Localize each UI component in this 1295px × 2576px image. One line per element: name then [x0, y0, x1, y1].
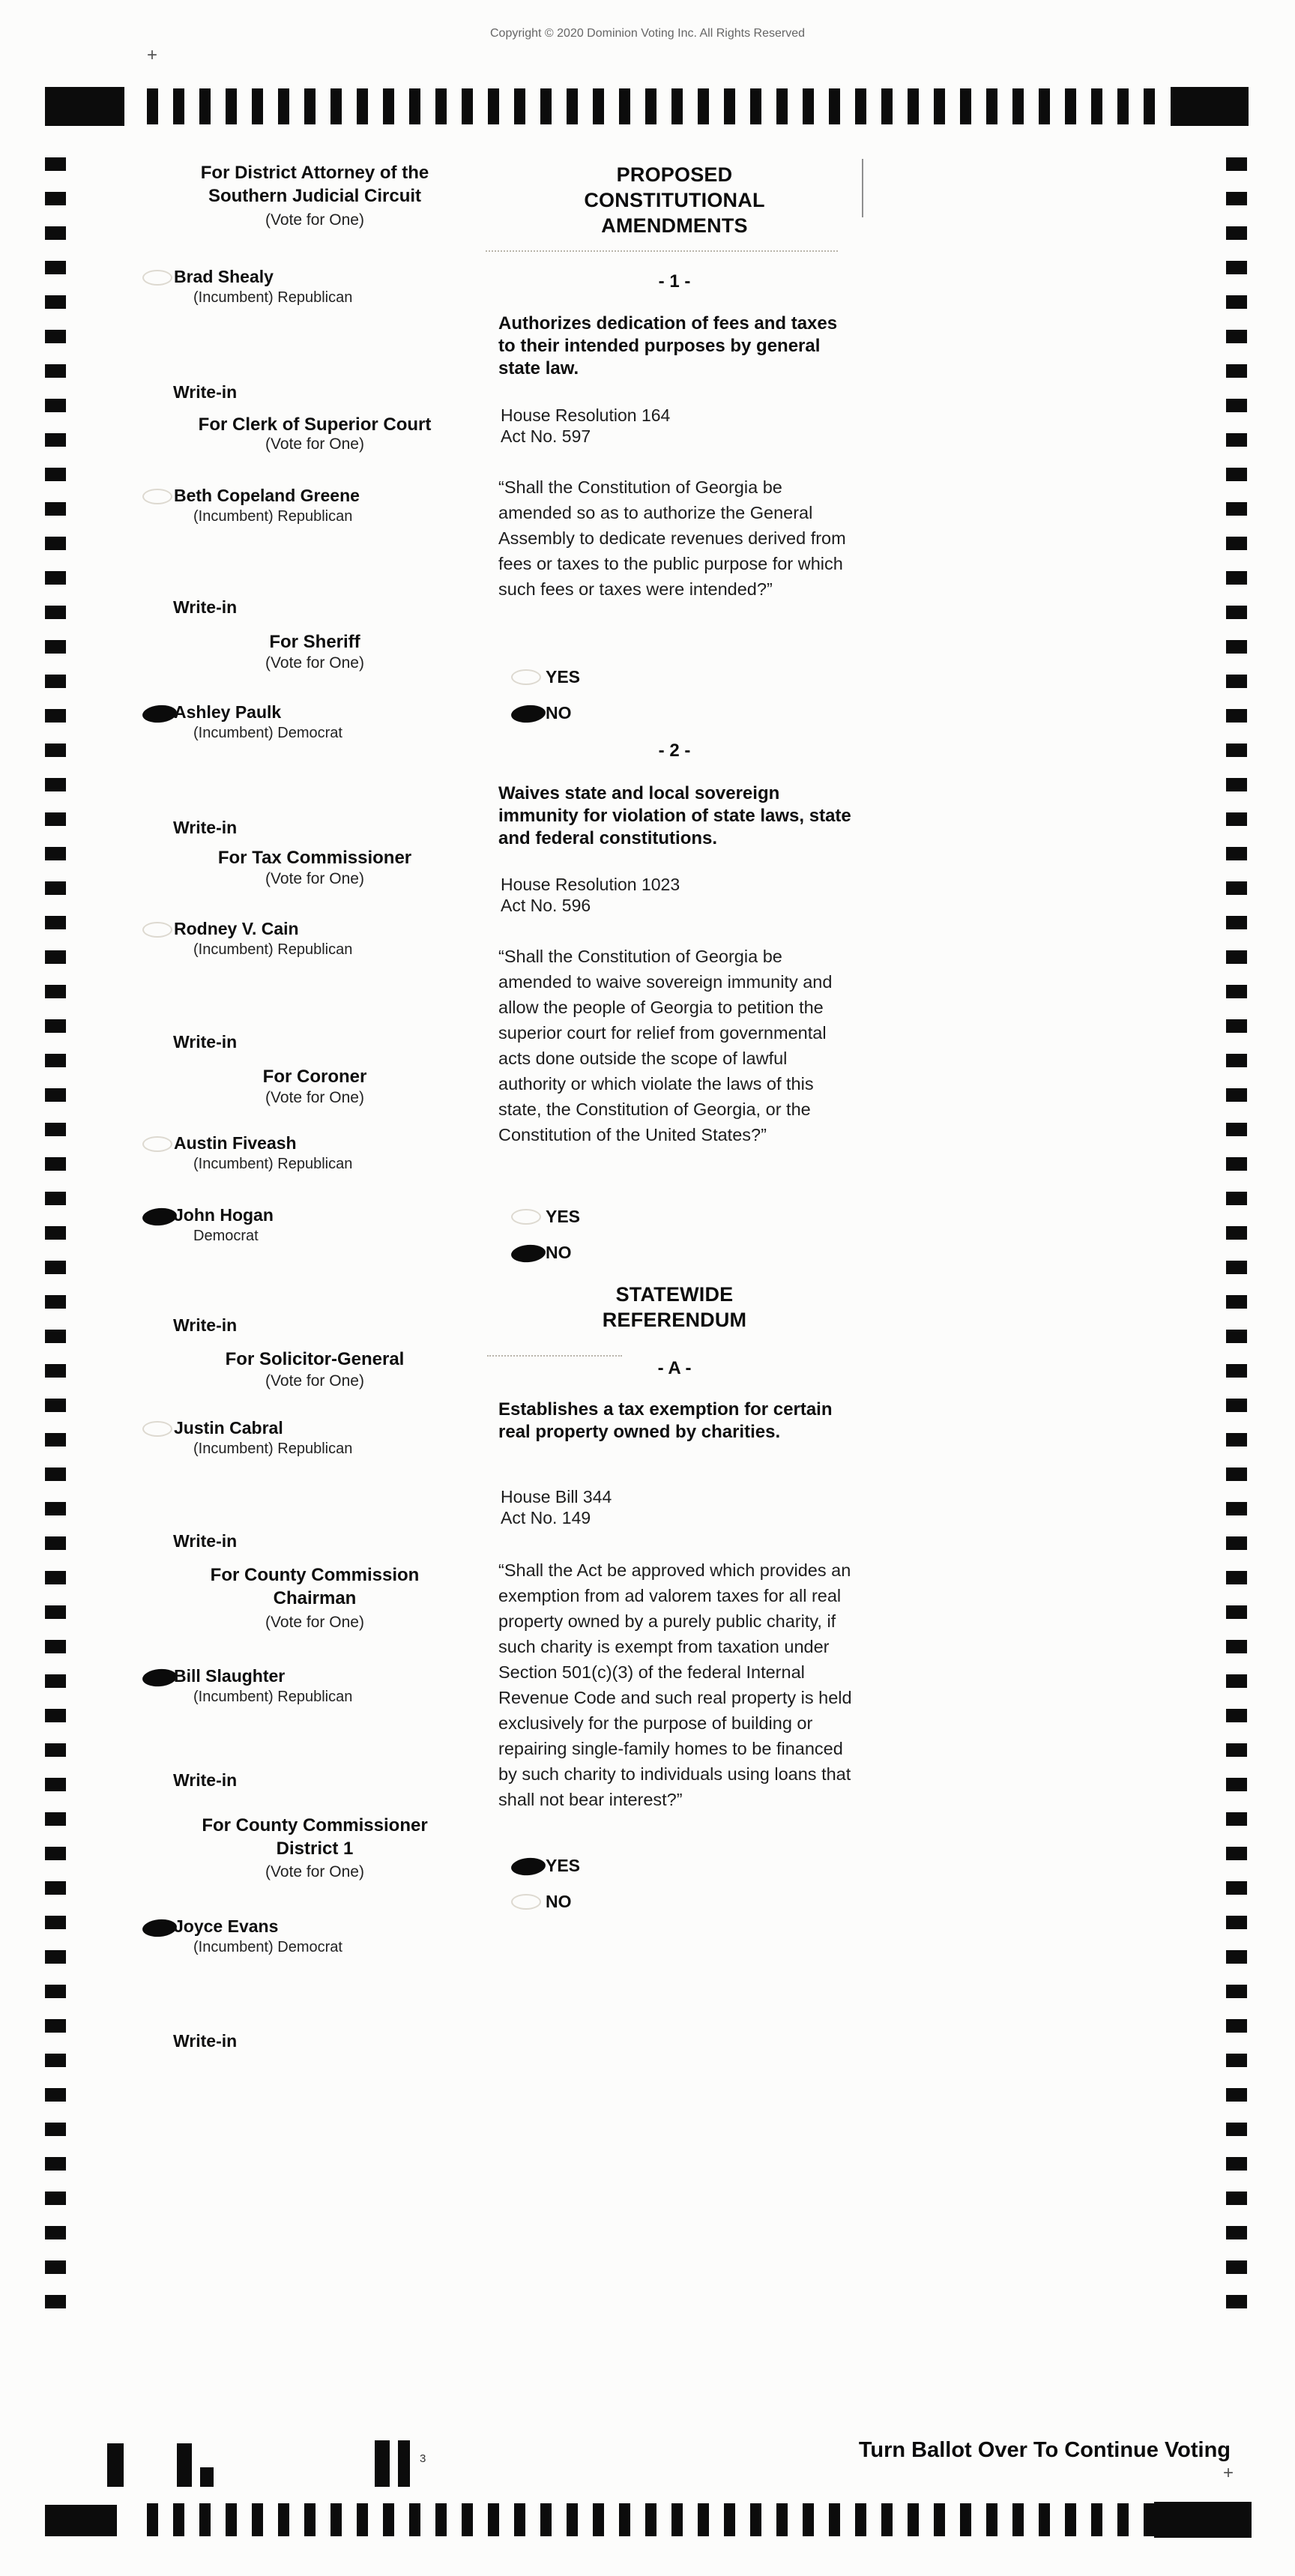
candidate-name: Justin Cabral [174, 1418, 283, 1438]
race-instruction: (Vote for One) [265, 1089, 364, 1106]
candidate-party: Democrat [193, 1228, 259, 1244]
candidate-name: Ashley Paulk [174, 702, 282, 722]
oval-amendment-1-no[interactable] [510, 704, 546, 724]
oval-amendment-1-yes[interactable] [511, 669, 541, 685]
timing-marks-top [147, 88, 1166, 124]
oval-justin-cabral[interactable] [142, 1421, 172, 1437]
oval-amendment-2-yes[interactable] [511, 1209, 541, 1225]
oval-referendum-a-no[interactable] [511, 1894, 541, 1910]
no-label: NO [546, 703, 572, 723]
section-title-amendments: PROPOSED CONSTITUTIONAL AMENDMENTS [584, 163, 765, 237]
measure-summary: Authorizes dedication of fees and taxes to their intended purposes by general state law. [498, 313, 838, 378]
write-in-label[interactable]: Write-in [173, 597, 238, 617]
measure-question: “Shall the Act be approved which provides an exemption from ad valorem taxes for all real property owned by a purely public charity, if such charity is exempt from taxation under Section 501(c)(3) of the federal Internal Revenue Code and such real property is held exclusively for the purpose of building or repairing single-family homes to be financed by such charity to individuals using loans that shall not bear interest?” [498, 1560, 852, 1809]
measure-ref: House Bill 344 [501, 1487, 612, 1506]
oval-brad-shealy[interactable] [142, 270, 172, 286]
write-in-label[interactable]: Write-in [173, 1531, 238, 1551]
timing-block-top-right [1171, 87, 1249, 126]
ballot-code-mark [375, 2440, 390, 2487]
ballot-code-mark [200, 2467, 214, 2487]
race-title: For Sheriff [269, 632, 360, 652]
timing-marks-bottom [147, 2503, 1154, 2536]
oval-rodney-v-cain[interactable] [142, 922, 172, 938]
candidate-name: Beth Copeland Greene [174, 486, 360, 505]
candidate-name: Bill Slaughter [174, 1666, 286, 1686]
measure-ref: Act No. 597 [501, 426, 591, 446]
timing-marks-right [1226, 157, 1247, 2323]
candidate-name: Austin Fiveash [174, 1133, 297, 1153]
candidate-party: (Incumbent) Democrat [193, 1939, 342, 1955]
referendum-letter: - A - [657, 1358, 692, 1378]
write-in-label[interactable]: Write-in [173, 1315, 238, 1335]
amendment-number: - 2 - [658, 740, 691, 761]
candidate-party: (Incumbent) Republican [193, 941, 353, 958]
candidate-party: (Incumbent) Republican [193, 1156, 353, 1172]
copyright-text: Copyright © 2020 Dominion Voting Inc. All Rights Reserved [489, 27, 805, 40]
race-instruction: (Vote for One) [265, 1863, 364, 1880]
oval-beth-copeland-greene[interactable] [142, 489, 172, 504]
turn-ballot-over-text: Turn Ballot Over To Continue Voting [858, 2438, 1231, 2462]
candidate-party: (Incumbent) Republican [193, 508, 353, 525]
write-in-label[interactable]: Write-in [173, 1770, 238, 1790]
measure-question: “Shall the Constitution of Georgia be amended to waive sovereign immunity and allow the people of Georgia to petition the superior court for relief from governmental acts done outside the scope of lawful authority or which violate the laws of this state, the Constitution of Georgia, or the Constitution of the United States?” [498, 947, 833, 1144]
no-label: NO [546, 1892, 572, 1911]
race-instruction: (Vote for One) [265, 211, 364, 229]
yes-label: YES [546, 1856, 581, 1875]
write-in-label[interactable]: Write-in [173, 2031, 238, 2051]
measure-summary: Establishes a tax exemption for certain real property owned by charities. [498, 1399, 833, 1442]
candidate-party: (Incumbent) Republican [193, 1689, 353, 1705]
candidate-name: Brad Shealy [174, 267, 274, 286]
race-instruction: (Vote for One) [265, 1372, 364, 1390]
ballot-code-mark [398, 2440, 410, 2487]
section-title-referendum: STATEWIDE REFERENDUM [602, 1283, 747, 1331]
race-title: For Clerk of Superior Court [198, 414, 432, 435]
race-instruction: (Vote for One) [265, 435, 364, 453]
race-title: For Tax Commissioner [217, 848, 412, 868]
candidate-name: John Hogan [174, 1205, 274, 1225]
race-instruction: (Vote for One) [265, 654, 364, 672]
measure-ref: Act No. 149 [501, 1508, 591, 1527]
race-instruction: (Vote for One) [265, 870, 364, 887]
ballot-code-digit: 3 [420, 2452, 426, 2465]
ballot-code-mark [107, 2443, 124, 2487]
write-in-label[interactable]: Write-in [173, 818, 238, 837]
race-title: For District Attorney of the Southern Judicial Circuit [200, 163, 429, 206]
candidate-party: (Incumbent) Republican [193, 1441, 353, 1457]
oval-referendum-a-yes[interactable] [510, 1856, 546, 1877]
race-instruction: (Vote for One) [265, 1614, 364, 1631]
timing-block-top-left [45, 87, 124, 126]
amendment-number: - 1 - [658, 271, 691, 292]
race-title: For Coroner [262, 1067, 367, 1087]
scan-artifact-line [862, 159, 863, 217]
oval-ashley-paulk[interactable] [142, 704, 178, 724]
measure-ref: House Resolution 164 [501, 405, 671, 425]
write-in-label[interactable]: Write-in [173, 382, 238, 402]
yes-label: YES [546, 667, 581, 687]
ballot-code-mark [177, 2443, 192, 2487]
registration-cross-top-icon: + [147, 45, 158, 65]
measure-ref: Act No. 596 [501, 896, 591, 915]
candidate-name: Rodney V. Cain [174, 919, 299, 938]
no-label: NO [546, 1243, 572, 1262]
scan-artifact-dotted-line [487, 1355, 622, 1357]
measure-summary: Waives state and local sovereign immunity for violation of state laws, state and federal constitutions. [498, 783, 851, 848]
timing-marks-left [45, 157, 66, 2323]
race-title: For Solicitor-General [225, 1349, 405, 1369]
race-title: For County Commissioner District 1 [202, 1815, 428, 1859]
measure-ref: House Resolution 1023 [501, 875, 680, 894]
scan-artifact-dotted-line [486, 250, 838, 252]
oval-austin-fiveash[interactable] [142, 1136, 172, 1152]
timing-block-bottom-left [45, 2505, 117, 2536]
oval-joyce-evans[interactable] [142, 1918, 178, 1938]
candidate-party: (Incumbent) Democrat [193, 725, 342, 741]
oval-bill-slaughter[interactable] [142, 1668, 178, 1688]
oval-john-hogan[interactable] [142, 1207, 178, 1227]
yes-label: YES [546, 1207, 581, 1226]
timing-block-bottom-right [1154, 2502, 1252, 2538]
measure-question: “Shall the Constitution of Georgia be amended so as to authorize the General Assembly to dedicate revenues derived from fees or taxes to the public purpose for which such fees or taxes were intended?” [498, 477, 846, 599]
candidate-party: (Incumbent) Republican [193, 289, 353, 306]
candidate-name: Joyce Evans [174, 1916, 279, 1936]
write-in-label[interactable]: Write-in [173, 1032, 238, 1052]
race-title: For County Commission Chairman [210, 1565, 420, 1608]
oval-amendment-2-no[interactable] [510, 1243, 546, 1264]
registration-cross-bottom-icon: + [1223, 2463, 1234, 2483]
